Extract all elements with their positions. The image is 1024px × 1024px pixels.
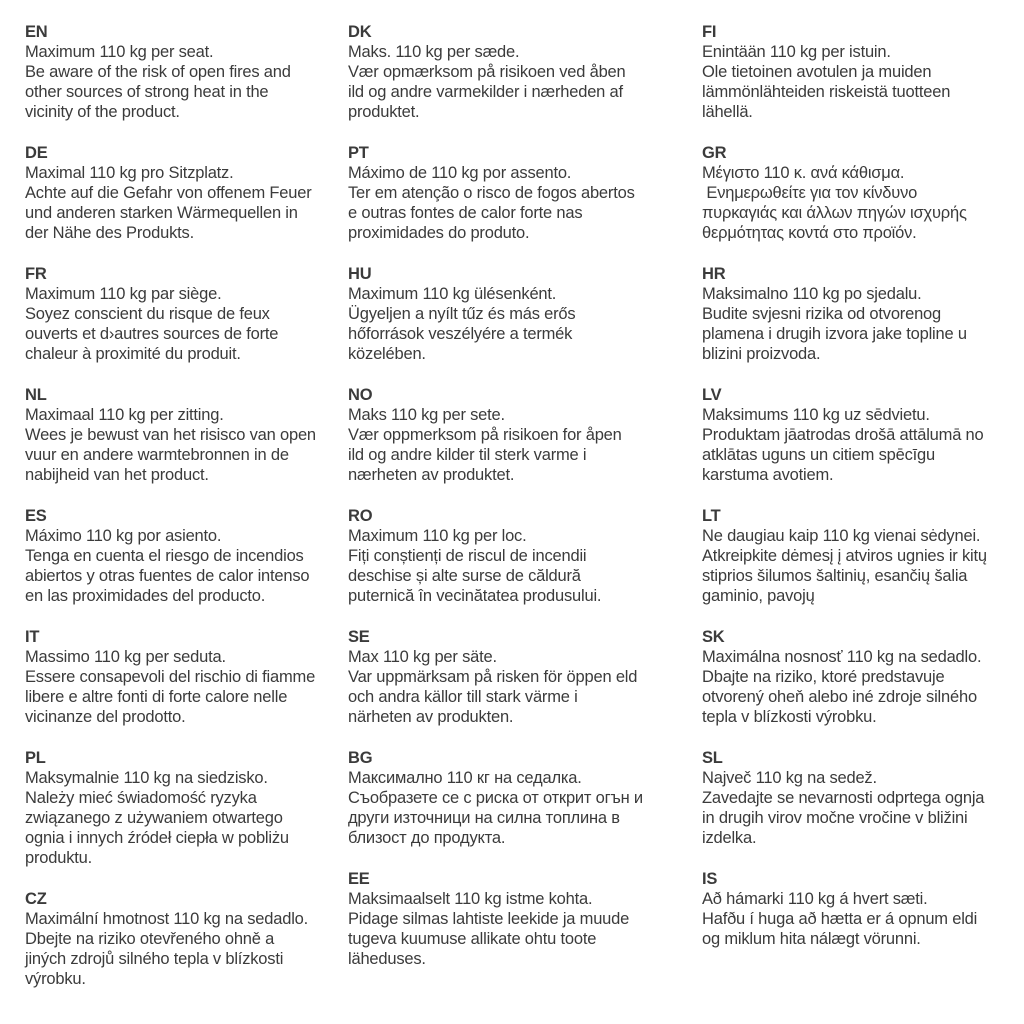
text-line: och andra källor till stark värme i (348, 688, 578, 706)
text-line: Maximum 110 kg ülésenként. (348, 285, 557, 303)
text-line: und anderen starken Wärmequellen in (25, 204, 298, 222)
language-code: IT (25, 628, 40, 646)
text-line: Essere consapevoli del rischio di fiamme (25, 668, 316, 686)
language-block-de (25, 143, 348, 243)
language-code: LT (702, 507, 721, 525)
text-line: Soyez conscient du risque de feux (25, 305, 270, 323)
language-code: EE (348, 870, 370, 888)
text-line: Ügyeljen a nyílt tűz és más erős (348, 305, 576, 323)
text-line: Tenga en cuenta el riesgo de incendios (25, 547, 304, 565)
text-line: Að hámarki 110 kg á hvert sæti. (702, 890, 928, 908)
language-code: EN (25, 23, 48, 41)
language-code: DE (25, 144, 48, 162)
text-line: Maximální hmotnost 110 kg na sedadlo. (25, 910, 309, 928)
language-code: NO (348, 386, 373, 404)
text-line: nabijheid van het product. (25, 466, 209, 484)
text-line: karstuma avotiem. (702, 466, 834, 484)
text-line: otvorený oheň alebo iné zdroje silného (702, 688, 977, 706)
text-line: związanego z używaniem otwartego (25, 809, 283, 827)
language-block-no (348, 385, 702, 485)
text-line: Należy mieć świadomość ryzyka (25, 789, 257, 807)
text-line: chaleur à proximité du produit. (25, 345, 241, 363)
text-line: lähellä. (702, 103, 753, 121)
text-line: Ενημερωθείτε για τον κίνδυνο (702, 184, 918, 202)
text-line: Maximum 110 kg per seat. (25, 43, 214, 61)
text-line: Máximo de 110 kg por assento. (348, 164, 572, 182)
text-line: produktet. (348, 103, 420, 121)
text-line: ouverts et d›autres sources de forte (25, 325, 279, 343)
language-code: CZ (25, 890, 47, 908)
text-line: Budite svjesni rizika od otvorenog (702, 305, 942, 323)
language-code: FI (702, 23, 717, 41)
language-block-fr (25, 264, 348, 364)
text-line: Maksimaalselt 110 kg istme kohta. (348, 890, 593, 908)
language-code: BG (348, 749, 373, 767)
text-line: Vær oppmerksom på risikoen for åpen (348, 426, 622, 444)
text-line: други източници на силна топлина в (348, 809, 620, 827)
language-code: SE (348, 628, 370, 646)
text-line: ild og andre varmekilder i nærheden af (348, 83, 623, 101)
column-2 (348, 22, 702, 1024)
text-line: Maks. 110 kg per sæde. (348, 43, 520, 61)
text-line: Massimo 110 kg per seduta. (25, 648, 226, 666)
text-line: Maximálna nosnosť 110 kg na sedadlo. (702, 648, 982, 666)
text-line: Wees je bewust van het risisco van open (25, 426, 316, 444)
language-block-fi (702, 22, 1024, 122)
text-line: plamena i drugih izvora jake topline u (702, 325, 967, 343)
text-line: stiprios šilumos šaltinių, esančių šalia (702, 567, 968, 585)
text-line: proximidades do produto. (348, 224, 530, 242)
language-code: SK (702, 628, 725, 646)
text-line: Pidage silmas lahtiste leekide ja muude (348, 910, 630, 928)
text-line: läheduses. (348, 950, 426, 968)
text-line: Vær opmærksom på risikoen ved åben (348, 63, 626, 81)
language-code: PL (25, 749, 46, 767)
text-line: Hafðu í huga að hætta er á opnum eldi (702, 910, 978, 928)
text-line: Največ 110 kg na sedež. (702, 769, 877, 787)
text-line: produktu. (25, 849, 92, 867)
language-block-sl (702, 748, 1024, 848)
column-1 (25, 22, 348, 1024)
text-line: en las proximidades del producto. (25, 587, 266, 605)
language-code: HR (702, 265, 726, 283)
language-block-ee (348, 869, 702, 969)
language-block-se (348, 627, 702, 727)
text-line: Maks 110 kg per sete. (348, 406, 505, 424)
text-line: близост до продукта. (348, 829, 506, 847)
text-line: Máximo 110 kg por asiento. (25, 527, 222, 545)
text-line: Be aware of the risk of open fires and (25, 63, 291, 81)
text-line: Ne daugiau kaip 110 kg vienai sėdynei. (702, 527, 981, 545)
text-line: ild og andre kilder til sterk varme i (348, 446, 587, 464)
text-line: πυρκαγιάς και άλλων πηγών ισχυρής (702, 204, 967, 222)
text-line: jiných zdrojů silného tepla v blízkosti (25, 950, 284, 968)
text-line: Maximum 110 kg per loc. (348, 527, 527, 545)
text-line: Produktam jāatrodas drošā attālumā no (702, 426, 984, 444)
language-block-it (25, 627, 348, 727)
text-line: Maksimalno 110 kg po sjedalu. (702, 285, 922, 303)
text-line: Atkreipkite dėmesį į atviros ugnies ir kitų (702, 547, 987, 565)
language-block-bg (348, 748, 702, 848)
language-code: ES (25, 507, 47, 525)
text-line: atklātas uguns un citiem spēcīgu (702, 446, 935, 464)
text-line: Съобразете се с риска от открит огън и (348, 789, 643, 807)
text-line: lämmönlähteiden riskeistä tuotteen (702, 83, 951, 101)
text-line: og miklum hita nálægt vörunni. (702, 930, 921, 948)
text-line: e outras fontes de calor forte nas (348, 204, 583, 222)
text-line: tepla v blízkosti výrobku. (702, 708, 877, 726)
text-line: Achte auf die Gefahr von offenem Feuer (25, 184, 312, 202)
language-block-lt (702, 506, 1024, 606)
language-block-hr (702, 264, 1024, 364)
text-line: tugeva kuumuse allikate ohtu toote (348, 930, 597, 948)
text-line: vicinanze del prodotto. (25, 708, 186, 726)
text-line: Dbejte na riziko otevřeného ohně a (25, 930, 275, 948)
text-line: közelében. (348, 345, 426, 363)
text-line: Zavedajte se nevarnosti odprtega ognja (702, 789, 985, 807)
text-line: Maximaal 110 kg per zitting. (25, 406, 224, 424)
text-line: närheten av produkten. (348, 708, 514, 726)
text-line: abiertos y otras fuentes de calor intenso (25, 567, 310, 585)
text-line: Maksimums 110 kg uz sēdvietu. (702, 406, 930, 424)
text-line: Максимално 110 кг на седалка. (348, 769, 582, 787)
language-code: SL (702, 749, 723, 767)
language-code: FR (25, 265, 47, 283)
language-block-gr (702, 143, 1024, 243)
language-code: HU (348, 265, 372, 283)
text-line: vuur en andere warmtebronnen in de (25, 446, 289, 464)
language-block-sk (702, 627, 1024, 727)
language-code: LV (702, 386, 722, 404)
text-line: izdelka. (702, 829, 757, 847)
text-line: Ole tietoinen avotulen ja muiden (702, 63, 932, 81)
language-block-lv (702, 385, 1024, 485)
text-line: Dbajte na riziko, ktoré predstavuje (702, 668, 945, 686)
text-line: výrobku. (25, 970, 86, 988)
text-line: ognia i innych źródeł ciepła w pobliżu (25, 829, 289, 847)
language-block-cz (25, 889, 348, 989)
text-line: gaminio, pavojų (702, 587, 815, 605)
column-3 (702, 22, 1024, 1024)
language-block-en (25, 22, 348, 122)
text-line: vicinity of the product. (25, 103, 180, 121)
text-line: Μέγιστο 110 κ. ανά κάθισμα. (702, 164, 905, 182)
text-line: other sources of strong heat in the (25, 83, 269, 101)
text-line: blizini proizvoda. (702, 345, 821, 363)
text-line: Max 110 kg per säte. (348, 648, 497, 666)
text-line: Ter em atenção o risco de fogos abertos (348, 184, 635, 202)
text-line: puternică în vecinătatea produsului. (348, 587, 602, 605)
language-code: NL (25, 386, 47, 404)
language-code: RO (348, 507, 373, 525)
language-block-nl (25, 385, 348, 485)
language-block-es (25, 506, 348, 606)
text-line: libere e altre fonti di forte calore nelle (25, 688, 288, 706)
text-line: Maximum 110 kg par siège. (25, 285, 222, 303)
text-line: Enintään 110 kg per istuin. (702, 43, 891, 61)
language-block-is (702, 869, 1024, 949)
language-code: IS (702, 870, 718, 888)
language-block-pt (348, 143, 702, 243)
text-line: θερμότητας κοντά στο προϊόν. (702, 224, 917, 242)
text-line: deschise și alte surse de căldură (348, 567, 581, 585)
language-block-pl (25, 748, 348, 868)
text-line: Var uppmärksam på risken för öppen eld (348, 668, 638, 686)
language-code: PT (348, 144, 369, 162)
text-line: Maximal 110 kg pro Sitzplatz. (25, 164, 234, 182)
language-block-ro (348, 506, 702, 606)
language-code: GR (702, 144, 727, 162)
text-line: Fiți conștienți de riscul de incendii (348, 547, 587, 565)
text-line: Maksymalnie 110 kg na siedzisko. (25, 769, 268, 787)
text-line: hőforrások veszélyére a termék (348, 325, 573, 343)
text-line: in drugih virov močne vročine v bližini (702, 809, 968, 827)
language-block-hu (348, 264, 702, 364)
text-line: nærheten av produktet. (348, 466, 515, 484)
language-block-dk (348, 22, 702, 122)
text-line: der Nähe des Produkts. (25, 224, 194, 242)
language-code: DK (348, 23, 372, 41)
